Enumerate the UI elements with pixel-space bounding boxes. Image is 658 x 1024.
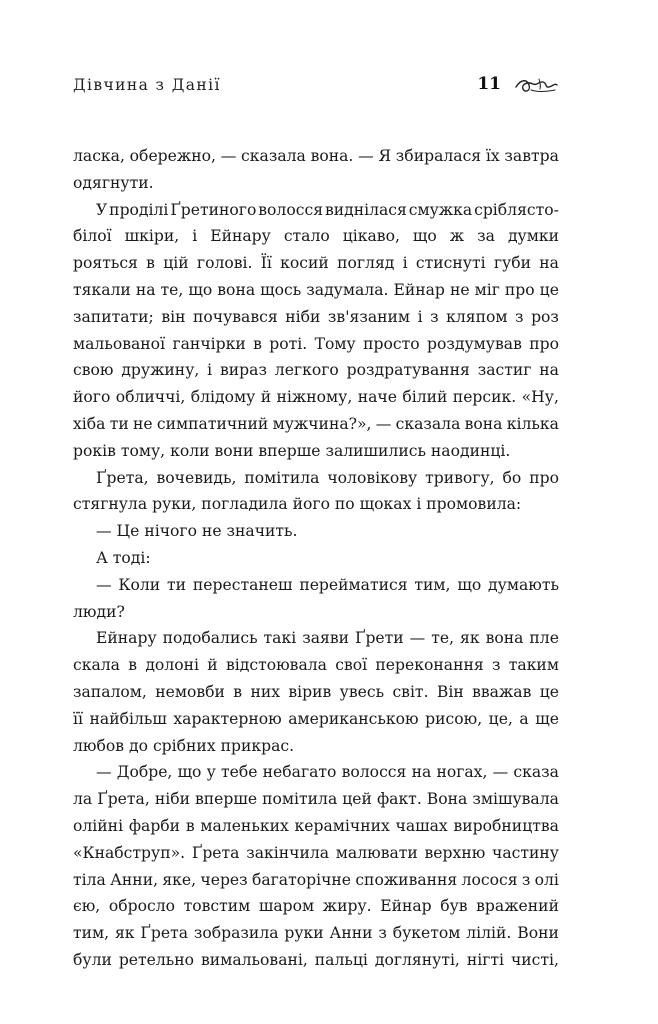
text-line: — Це нічого не значить. (96, 522, 298, 541)
text-line: У проділі Ґретиного волосся виднілася смужка сріблясто- (96, 200, 559, 219)
text-line: любов до срібних прикрас. (73, 736, 295, 755)
running-title: Дівчина з Данії (73, 76, 221, 94)
text-line: хіба ти не симпатичний мужчина?», — сказала вона кілька (73, 414, 559, 433)
text-line: свою дружину, і вираз легкого роздратування застиг на (73, 361, 559, 380)
text-line: білої шкіри, і Ейнару стало цікаво, що ж за думки (73, 227, 559, 246)
text-line: ла Ґрета, ніби вперше помітила цей факт. Вона змішувала (73, 790, 559, 809)
text-line: єю, обросло товстим шаром жиру. Ейнар був вражений (73, 897, 559, 916)
text-line: років тому, коли вони вперше залишились наодинці. (73, 441, 511, 460)
text-line: — Коли ти перестанеш перейматися тим, що думають (96, 575, 559, 594)
text-line: тіла Анни, яке, через багаторічне споживання лосося з олі (73, 870, 559, 889)
text-line: олійні фарби в маленьких керамічних чашах виробництва (73, 816, 559, 835)
text-line: були ретельно вимальовані, пальці доглянуті, нігті чисті, (73, 950, 559, 969)
text-line: її найбільш характерною американською рисою, це, а ще (73, 709, 559, 728)
body-text (73, 143, 559, 974)
text-line: його обличчі, блідому й ніжному, наче білий персик. «Ну, (73, 388, 559, 407)
text-line: люди? (73, 602, 125, 621)
text-line: запитати; він почувався ніби зв'язаним і з кляпом з роз (73, 307, 559, 326)
page-number: 11 (477, 74, 501, 94)
text-line: «Кнабструп». Ґрета закінчила малювати верхню частину (73, 843, 559, 862)
text-line: — Добре, що у тебе небагато волосся на ногах, — сказа (96, 763, 559, 782)
text-line: Ейнару подобались такі заяви Ґрети — те, як вона пле (96, 629, 559, 648)
text-line: Ґрета, вочевидь, помітила чоловікову тривогу, бо про (96, 468, 559, 487)
text-line: рояться в цій голові. Її косий погляд і стиснуті губи на (73, 254, 559, 273)
page-header (73, 76, 559, 106)
flourish-ornament-icon (513, 75, 559, 97)
text-line: одягнути. (73, 173, 154, 192)
text-line: стягнула руки, погладила його по щоках і промовила: (73, 495, 522, 514)
text-line: скала в долоні й відстоювала свої переконання з таким (73, 656, 559, 675)
text-line: тим, як Ґрета зобразила руки Анни з букетом лілій. Вони (73, 924, 559, 943)
text-line: запалом, немовби в них вірив увесь світ. Він вважав це (73, 682, 559, 701)
text-line: А тоді: (96, 548, 151, 567)
text-line: ласка, обережно, — сказала вона. — Я збиралася їх завтра (73, 147, 559, 165)
text-line: тякали на те, що вона щось задумала. Ейнар не міг про це (73, 280, 559, 299)
text-line: мальованої ганчірки в роті. Тому просто роздумував про (73, 334, 559, 353)
